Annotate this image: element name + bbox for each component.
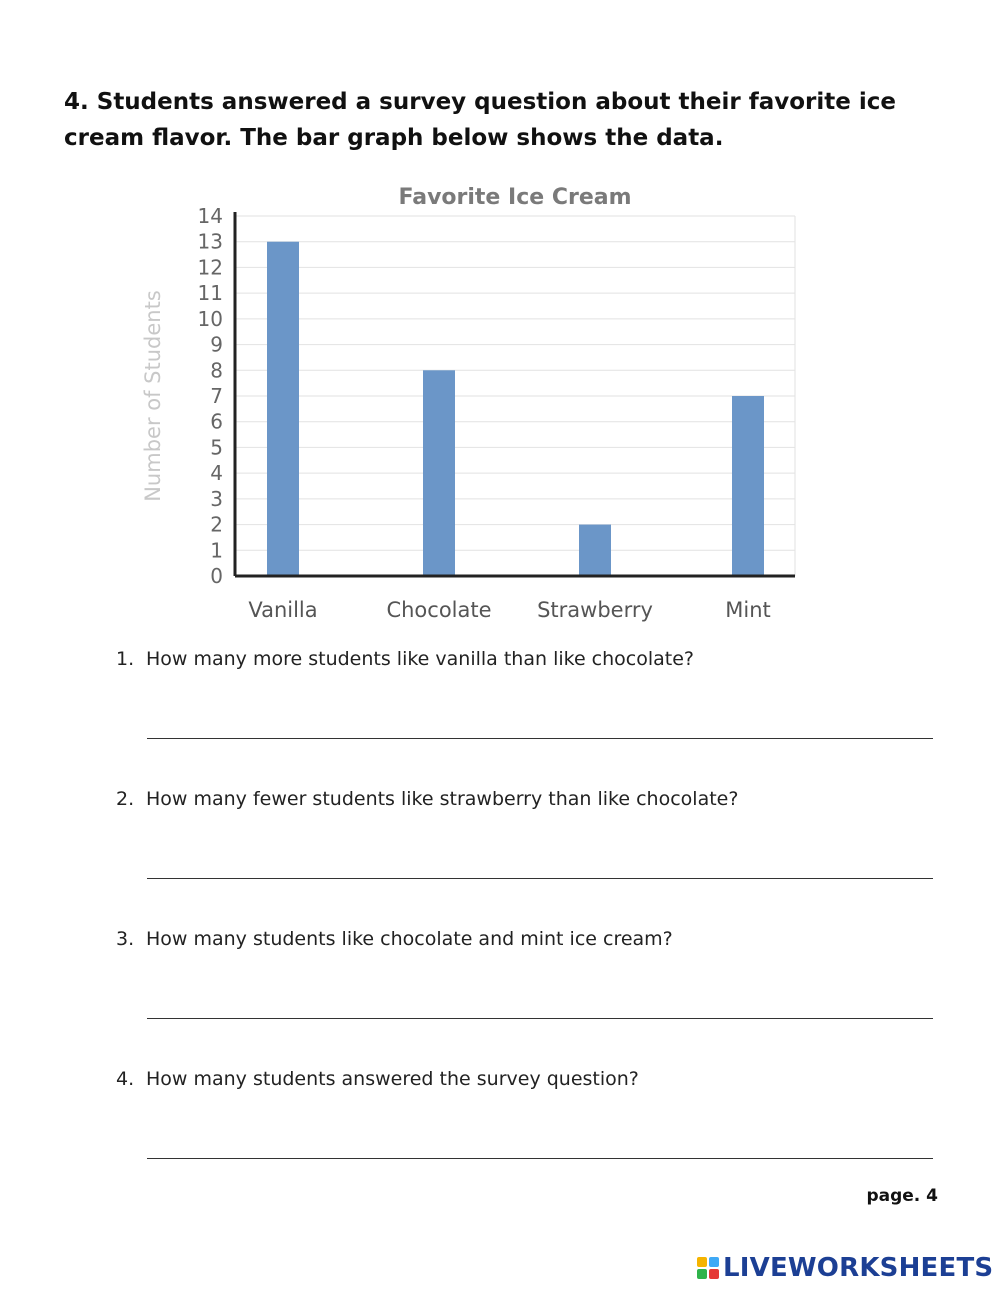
y-axis-label: Number of Students — [141, 290, 165, 502]
question-3-number: 3. — [116, 928, 135, 950]
answer-line-4[interactable] — [147, 1158, 933, 1159]
answer-line-3[interactable] — [147, 1018, 933, 1019]
intro-paragraph — [64, 84, 924, 156]
bar-mint — [732, 396, 764, 576]
question-3 — [116, 928, 936, 950]
question-4-number: 4. — [116, 1068, 135, 1090]
question-4-text: How many students answered the survey question? — [146, 1068, 639, 1090]
y-tick-label-9: 9 — [210, 332, 223, 357]
y-tick-label-0: 0 — [210, 564, 223, 588]
answer-line-1[interactable] — [147, 738, 933, 739]
bar-strawberry — [579, 525, 611, 576]
question-1-text: How many more students like vanilla than like chocolate? — [146, 648, 695, 670]
brand-name: LIVEWORKSHEETS — [723, 1253, 994, 1283]
y-tick-label-11: 11 — [197, 281, 223, 306]
logo-square-2 — [709, 1257, 719, 1267]
question-1 — [116, 648, 936, 670]
question-2 — [116, 788, 936, 810]
question-2-number: 2. — [116, 788, 135, 810]
logo-square-1 — [697, 1257, 707, 1267]
y-tick-label-3: 3 — [210, 486, 223, 511]
question-3-text: How many students like chocolate and mint ice cream? — [146, 928, 673, 950]
bar-chart — [130, 168, 810, 630]
y-tick-label-13: 13 — [197, 229, 223, 254]
bar-vanilla — [267, 242, 299, 576]
logo-square-4 — [709, 1269, 719, 1279]
x-tick-label-mint: Mint — [725, 598, 771, 622]
bar-chocolate — [423, 370, 455, 576]
intro-line-2: cream flavor. The bar graph below shows the data. — [64, 125, 724, 151]
chart-title: Favorite Ice Cream — [398, 185, 632, 210]
y-tick-label-12: 12 — [197, 255, 223, 280]
y-tick-label-7: 7 — [210, 384, 223, 408]
logo-square-3 — [697, 1269, 707, 1279]
page-number: page. 4 — [866, 1186, 938, 1206]
y-tick-label-14: 14 — [197, 204, 223, 228]
y-tick-label-1: 1 — [210, 538, 223, 563]
y-tick-label-8: 8 — [210, 358, 223, 383]
x-tick-label-strawberry: Strawberry — [537, 598, 653, 622]
intro-line-1: 4. Students answered a survey question about their favorite ice — [64, 89, 896, 115]
y-tick-label-10: 10 — [197, 306, 223, 331]
x-tick-label-vanilla: Vanilla — [248, 598, 318, 622]
y-tick-label-5: 5 — [210, 435, 223, 460]
y-tick-label-6: 6 — [210, 409, 223, 434]
liveworksheets-brand[interactable] — [697, 1252, 993, 1284]
question-4 — [116, 1068, 936, 1090]
x-tick-label-chocolate: Chocolate — [386, 598, 492, 622]
liveworksheets-logo-icon — [697, 1257, 719, 1279]
question-2-text: How many fewer students like strawberry than like chocolate? — [146, 788, 739, 810]
answer-line-2[interactable] — [147, 878, 933, 879]
y-tick-label-4: 4 — [210, 461, 223, 486]
question-1-number: 1. — [116, 648, 135, 670]
y-tick-label-2: 2 — [210, 512, 223, 537]
